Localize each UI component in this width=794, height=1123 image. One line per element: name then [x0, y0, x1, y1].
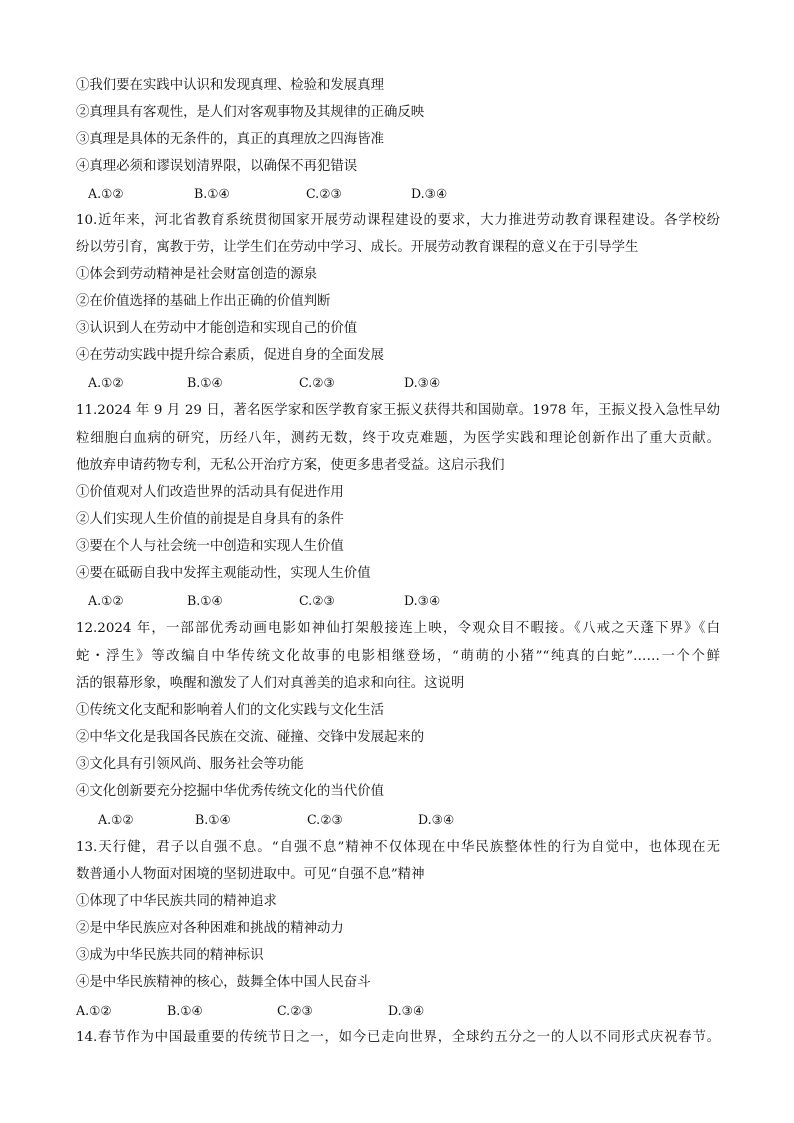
q13-stem-line-1: 13.天行健，君子以自强不息。“自强不息”精神不仅体现在中华民族整体性的行为自觉中，也体现在无 — [76, 840, 720, 855]
q14-stem-line-1: 14.春节作为中国最重要的传统节日之一，如今已走向世界，全球约五分之一的人以不同形式庆祝春节。 — [76, 1030, 720, 1045]
q10-item-1: ①体会到劳动精神是社会财富创造的源泉 — [76, 267, 318, 282]
q11-stem-line-2: 粒细胞白血病的研究，历经八年，测药无数，终于攻克难题，为医学实践和理论创新作出了重大贡献。 — [76, 431, 720, 446]
q10-item-2: ②在价值选择的基础上作出正确的价值判断 — [76, 294, 331, 309]
q9-item-2: ②真理具有客观性，是人们对客观事物及其规律的正确反映 — [76, 105, 425, 120]
q13-item-1: ①体现了中华民族共同的精神追求 — [76, 894, 277, 909]
q13-option-b[interactable]: B.①④ — [167, 1003, 203, 1018]
q10-stem-line-1: 10.近年来，河北省教育系统贯彻国家开展劳动课程建设的要求，大力推进劳动教育课程建设。各学校纷 — [76, 213, 720, 228]
q10-stem-line-2: 纷以劳引育，寓教于劳，让学生们在劳动中学习、成长。开展劳动教育课程的意义在于引导学生 — [76, 240, 639, 255]
q10-option-b[interactable]: B.①④ — [187, 375, 223, 390]
q11-item-3: ③要在个人与社会统一中创造和实现人生价值 — [76, 539, 344, 554]
q12-stem-line-3: 活的银幕形象，唤醒和激发了人们对真善美的追求和向往。这说明 — [76, 676, 465, 691]
q13-item-4: ④是中华民族精神的核心，鼓舞全体中国人民奋斗 — [76, 975, 371, 990]
q10-option-d[interactable]: D.③④ — [404, 375, 441, 390]
q9-option-b[interactable]: B.①④ — [194, 186, 230, 201]
q13-item-2: ②是中华民族应对各种困难和挑战的精神动力 — [76, 921, 344, 936]
q12-option-a[interactable]: A.①② — [98, 812, 134, 827]
q9-option-a[interactable]: A.①② — [88, 186, 124, 201]
q9-item-1: ①我们要在实践中认识和发现真理、检验和发展真理 — [76, 78, 384, 93]
q12-item-3: ③文化具有引领风尚、服务社会等功能 — [76, 757, 304, 772]
q11-option-d[interactable]: D.③④ — [404, 593, 441, 608]
q12-option-d[interactable]: D.③④ — [418, 812, 455, 827]
q12-option-c[interactable]: C.②③ — [307, 812, 343, 827]
q9-item-4: ④真理必须和谬误划清界限，以确保不再犯错误 — [76, 159, 358, 174]
q13-option-d[interactable]: D.③④ — [388, 1003, 425, 1018]
q12-stem-line-1: 12.2024 年，一部部优秀动画电影如神仙打架般接连上映，令观众目不暇接。《八戒之天蓬下界》《白 — [76, 621, 720, 636]
q9-item-3: ③真理是具体的无条件的，真正的真理放之四海皆准 — [76, 132, 384, 147]
q10-item-4: ④在劳动实践中提升综合素质，促进自身的全面发展 — [76, 348, 384, 363]
q9-option-d[interactable]: D.③④ — [411, 186, 448, 201]
q13-item-3: ③成为中华民族共同的精神标识 — [76, 948, 264, 963]
q10-item-3: ③认识到人在劳动中才能创造和实现自己的价值 — [76, 321, 358, 336]
q12-item-4: ④文化创新要充分挖掘中华优秀传统文化的当代价值 — [76, 784, 384, 799]
q11-item-2: ②人们实现人生价值的前提是自身具有的条件 — [76, 512, 344, 527]
q11-option-a[interactable]: A.①② — [88, 593, 124, 608]
q10-option-a[interactable]: A.①② — [88, 375, 124, 390]
q11-item-1: ①价值观对人们改造世界的活动具有促进作用 — [76, 485, 344, 500]
q11-item-4: ④要在砥砺自我中发挥主观能动性，实现人生价值 — [76, 566, 371, 581]
q11-option-c[interactable]: C.②③ — [299, 593, 335, 608]
q12-stem-line-2: 蛇・浮生》等改编自中华传统文化故事的电影相继登场，“萌萌的小猪”“纯真的白蛇”……一个个鲜 — [76, 649, 720, 664]
q12-item-2: ②中华文化是我国各民族在交流、碰撞、交锋中发展起来的 — [76, 730, 425, 745]
q12-option-b[interactable]: B.①④ — [195, 812, 231, 827]
q13-option-a[interactable]: A.①② — [76, 1003, 112, 1018]
q13-stem-line-2: 数普通小人物面对困境的坚韧进取中。可见“自强不息”精神 — [76, 867, 425, 882]
q11-stem-line-3: 他放弃申请药物专利，无私公开治疗方案，使更多患者受益。这启示我们 — [76, 458, 505, 473]
q9-option-c[interactable]: C.②③ — [306, 186, 342, 201]
q11-option-b[interactable]: B.①④ — [187, 593, 223, 608]
q13-option-c[interactable]: C.②③ — [277, 1003, 313, 1018]
q10-option-c[interactable]: C.②③ — [299, 375, 335, 390]
q11-stem-line-1: 11.2024 年 9 月 29 日，著名医学家和医学教育家王振义获得共和国勋章。1978 年，王振义投入急性早幼 — [76, 403, 720, 418]
q12-item-1: ①传统文化支配和影响着人们的文化实践与文化生活 — [76, 703, 384, 718]
